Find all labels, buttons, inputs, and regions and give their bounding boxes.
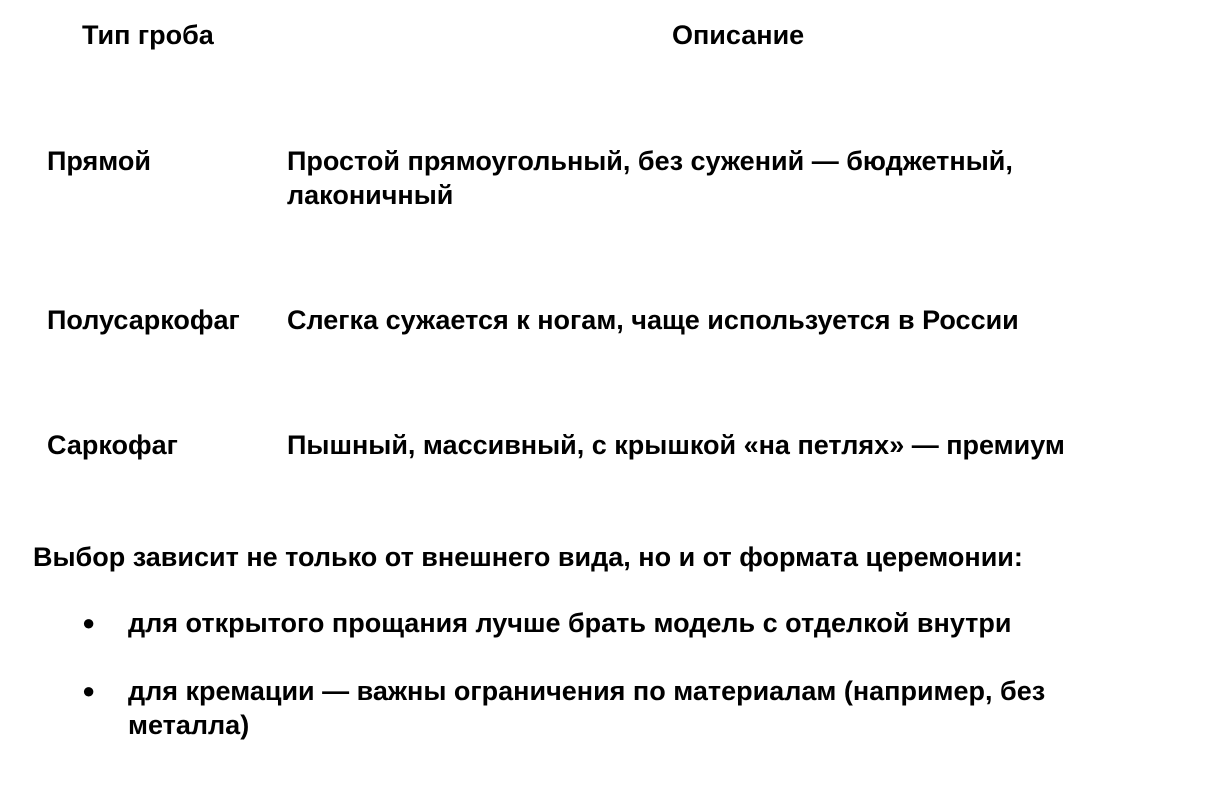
list-item-text: для открытого прощания лучше брать модель с отделкой внутри [128,608,1012,638]
table-cell-description: Пышный, массивный, с крышкой «на петлях» — премиум [287,430,1065,460]
table-header-description: Описание [672,20,805,50]
table-header-type: Тип гроба [82,20,214,50]
table-cell-description: Простой прямоугольный, без сужений — бюджетный, лаконичный [287,146,1013,210]
bullet-dot-icon: ● [82,678,96,703]
list-item-text: для кремации — важны ограничения по материалам (например, без металла) [128,676,1046,740]
table-cell-type: Саркофаг [47,430,178,460]
table-cell-type: Прямой [47,146,152,176]
bullet-dot-icon: ● [82,610,96,635]
table-cell-description: Слегка сужается к ногам, чаще используется в России [287,305,1019,335]
table-cell-type: Полусаркофаг [47,305,240,335]
intro-paragraph: Выбор зависит не только от внешнего вида, но и от формата церемонии: [33,542,1023,572]
